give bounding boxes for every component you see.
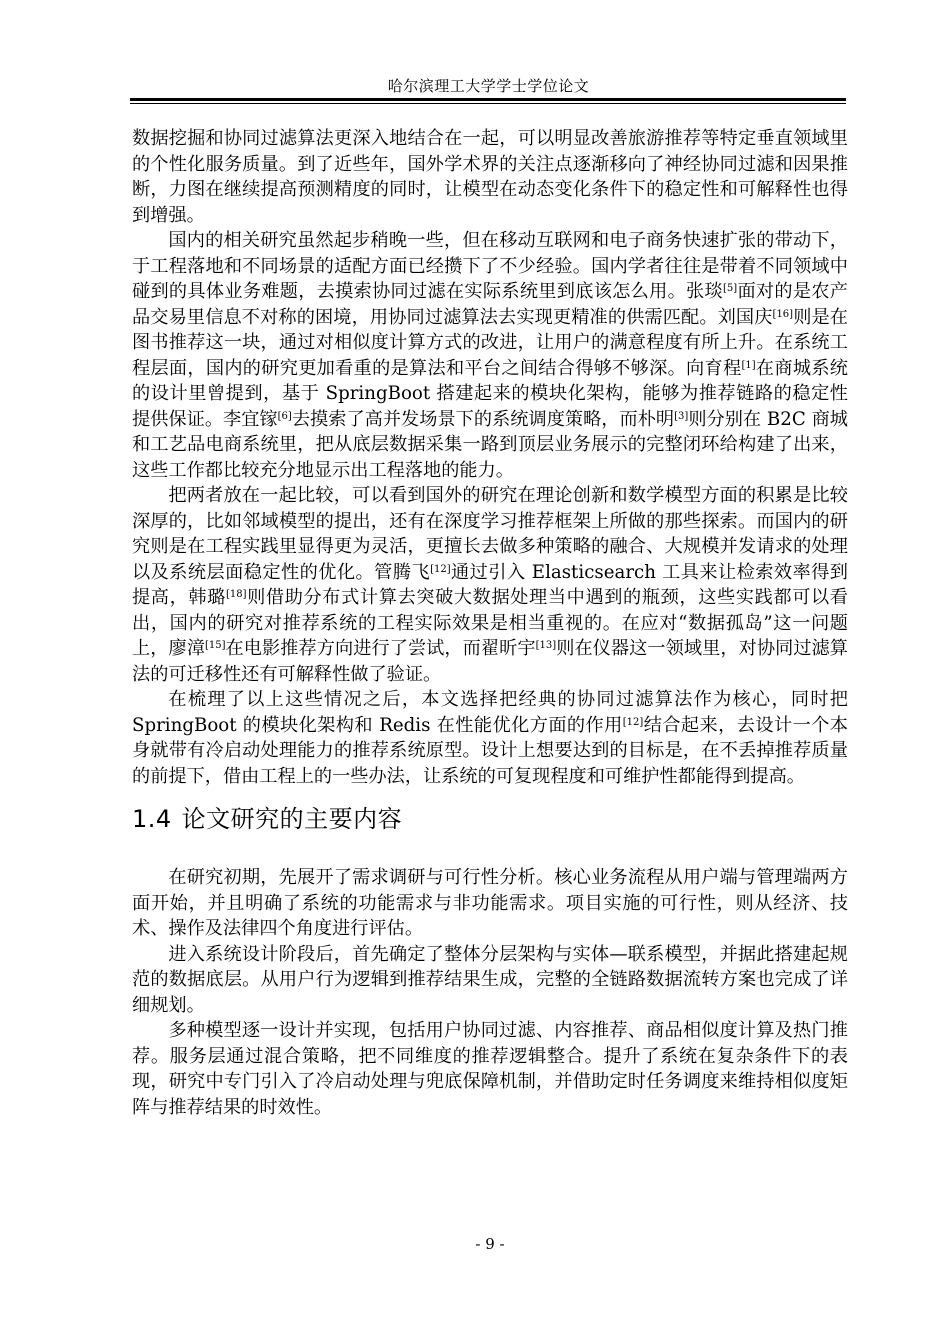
paragraph-4-text-a: 在梳理了以上这些情况之后，本文选择把经典的协同过滤算法作为核心，同时把 SpringBoot 的模块化架构和 Redis 在性能优化方面的作用 bbox=[132, 689, 848, 736]
paragraph-2-text-e: 去摸索了高并发场景下的系统调度策略，而朴明 bbox=[291, 408, 675, 430]
section-number: 1.4 bbox=[132, 805, 172, 833]
header-rule-thick bbox=[130, 98, 846, 101]
paragraph-6: 进入系统设计阶段后，首先确定了整体分层架构与实体—联系模型，并据此搭建起规范的数据底层。从用户行为逻辑到推荐结果生成，完整的全链路数据流转方案也完成了详细规划。 bbox=[132, 943, 848, 1016]
paragraph-3-text-e: 则在仪器这一领域里，对协同过滤算法的可迁移性还有可解释性做了验证。 bbox=[132, 638, 848, 685]
citation-12: [12] bbox=[622, 716, 644, 728]
paragraph-5: 在研究初期，先展开了需求调研与可行性分析。核心业务流程从用户端与管理端两方面开始，并且明确了系统的功能需求与非功能需求。项目实施的可行性，则从经济、技术、操作及法律四个角度进行评估。 bbox=[132, 867, 848, 939]
paragraph-1: 数据挖掘和协同过滤算法更深入地结合在一起，可以明显改善旅游推荐等特定垂直领域里的个性化服务质量。到了近些年，国外学术界的关注点逐渐移向了神经协同过滤和因果推断，力图在继续提高预测精度的同时，让模型在动态变化条件下的稳定性和可解释性也得到增强。 bbox=[132, 128, 848, 226]
paragraph-2 bbox=[132, 228, 848, 483]
paragraph-3 bbox=[132, 483, 848, 687]
citation-12: [12] bbox=[430, 563, 451, 575]
paragraph-2-text-a: 国内的相关研究虽然起步稍晚一些，但在移动互联网和电子商务快速扩张的带动下，于工程落地和不同场景的适配方面已经攒下了不少经验。国内学者往往是带着不同领域中碰到的具体业务难题，去摸索协同过滤在实际系统里到底该怎么用。张琰 bbox=[132, 230, 848, 302]
paragraph-2-text-f: 则分别在 B2C 商城和工艺品电商系统里，把从底层数据采集一路到顶层业务展示的完整闭环给构建了出来，这些工作都比较充分地显示出工程落地的能力。 bbox=[132, 408, 848, 481]
page-number: - 9 - bbox=[475, 1235, 505, 1253]
paragraph-3-text-c: 则借助分布式计算去突破大数据处理当中遇到的瓶颈，这些实践都可以看出，国内的研究对推荐系统的工程实际效果是相当重视的。在应对“数据孤岛”这一问题上，廖漳 bbox=[132, 587, 848, 659]
citation-13: [13] bbox=[535, 640, 557, 651]
paragraph-4 bbox=[132, 687, 848, 789]
citation-1: [1] bbox=[741, 359, 756, 371]
paragraph-2-text-b: 面对的是农产品交易里信息不对称的困境，用协同过滤算法去实现更精准的供需匹配。刘国庆 bbox=[132, 281, 848, 328]
paragraph-3-text-d: 在电影推荐方向进行了尝试，而翟昕宇 bbox=[225, 638, 536, 659]
citation-3: [3] bbox=[674, 410, 689, 422]
paragraph-7: 多种模型逐一设计并实现，包括用户协同过滤、内容推荐、商品相似度计算及热门推荐。服务层通过混合策略，把不同维度的推荐逻辑整合。提升了系统在复杂条件下的表现，研究中专门引入了冷启动处理与兜底保障机制，并借助定时任务调度来维持相似度矩阵与推荐结果的时效性。 bbox=[132, 1020, 848, 1118]
citation-6: [6] bbox=[277, 410, 292, 422]
body-text bbox=[132, 126, 848, 1120]
section-title-text: 论文研究的主要内容 bbox=[181, 805, 403, 833]
paragraph-3-text-a: 把两者放在一起比较，可以看到国外的研究在理论创新和数学模型方面的积累是比较深厚的，比如邻域模型的提出，还有在深度学习推荐框架上所做的那些探索。而国内的研究则是在工程实践里显得更为灵活，更擅长去做多种策略的融合、大规模并发请求的处理以及系统层面稳定性的优化。管腾飞 bbox=[132, 485, 848, 583]
citation-15: [15] bbox=[204, 640, 226, 651]
paragraph-4-text-b: 结合起来，去设计一个本身就带有冷启动处理能力的推荐系统原型。设计上想要达到的目标是，在不丢掉推荐质量的前提下，借由工程上的一些办法，让系统的可复现程度和可维护性都能得到提高。 bbox=[132, 714, 848, 787]
citation-18: [18] bbox=[225, 589, 247, 600]
running-header: 哈尔滨理工大学学士学位论文 bbox=[387, 77, 590, 95]
paragraph-2-text-c: 则是在图书推荐这一块，通过对相似度计算方式的改进，让用户的满意程度有所上升。在系统工程层面，国内的研究更加看重的是算法和平台之间结合得够不够深。向育程 bbox=[132, 306, 848, 379]
citation-5: [5] bbox=[723, 283, 738, 294]
citation-16: [16] bbox=[772, 308, 794, 320]
paragraph-2-text-d: 在商城系统的设计里曾提到，基于 SpringBoot 搭建起来的模块化架构，能够为推荐链路的稳定性提供保证。李宜镓 bbox=[132, 357, 848, 430]
section-heading bbox=[132, 803, 848, 835]
header-rule-thin bbox=[130, 103, 846, 104]
paragraph-3-text-b: 通过引入 Elasticsearch 工具来让检索效率得到提高，韩璐 bbox=[132, 561, 848, 608]
